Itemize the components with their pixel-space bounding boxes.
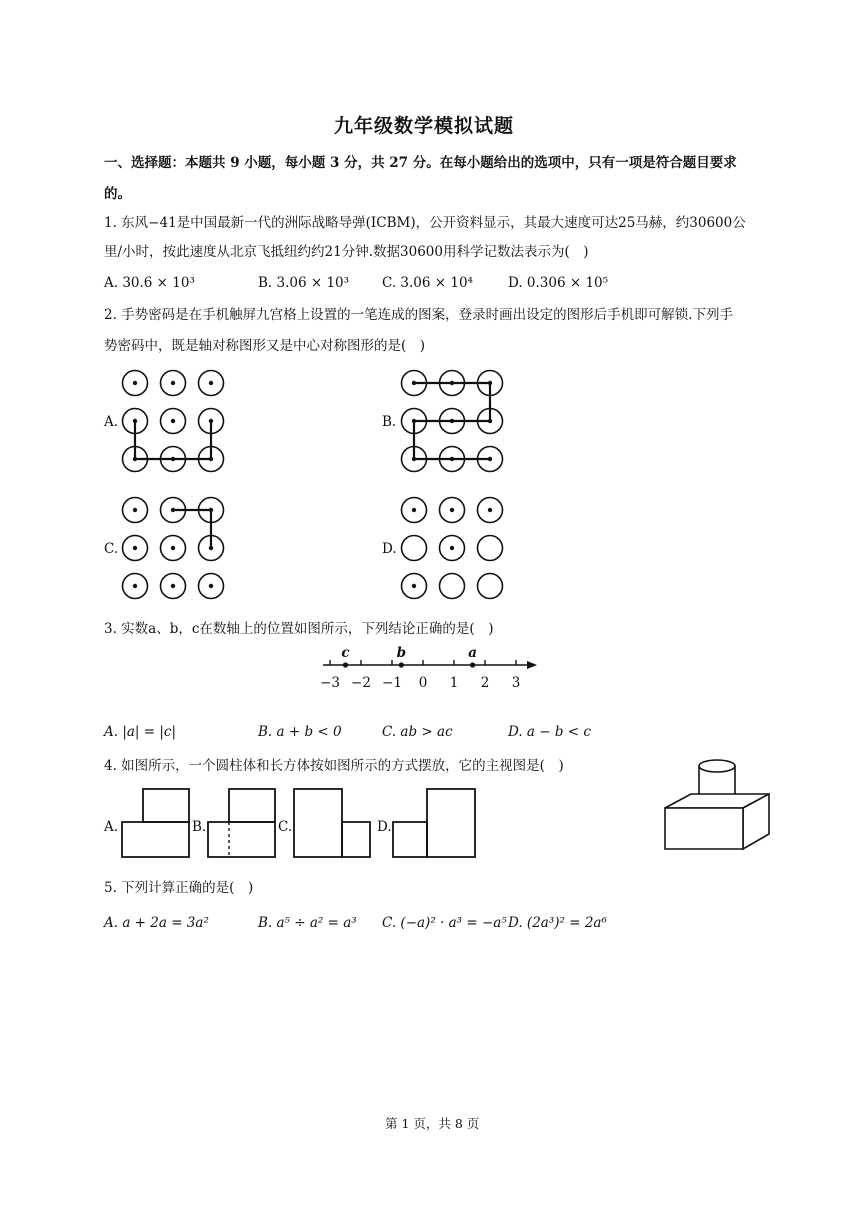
number-line-tick-label: 3	[511, 675, 521, 691]
q2-stem-line2: 势密码中，既是轴对称图形又是中心对称图形的是( )	[104, 338, 426, 354]
q5-option-c: C. (−a)² · a³ = −a⁵	[382, 915, 507, 931]
q3-stem: 3. 实数a、b，c在数轴上的位置如图所示，下列结论正确的是( )	[104, 621, 494, 637]
q3-option-d: D. a − b < c	[508, 724, 591, 740]
q5-option-d: D. (2a³)² = 2a⁶	[508, 915, 607, 931]
q3-option-c: C. ab > ac	[382, 724, 453, 740]
number-line	[315, 645, 545, 695]
q5-option-a: A. a + 2a = 3a²	[104, 915, 209, 931]
number-line-tick-label: 1	[449, 675, 459, 691]
number-line-tick-label: −1	[382, 675, 402, 691]
q2-label-b: B.	[382, 414, 397, 430]
number-line-point-b	[399, 662, 404, 667]
q1-option-a: A. 30.6 × 10³	[104, 275, 195, 291]
number-line-point-label-a: a	[468, 645, 477, 661]
page-footer: 第 1 页，共 8 页	[385, 1116, 480, 1131]
q4-label-d: D.	[377, 819, 392, 835]
number-line-point-c	[343, 662, 348, 667]
q4-view-c	[293, 787, 373, 859]
q3-option-a: A. |a| = |c|	[104, 724, 177, 740]
q4-stem: 4. 如图所示，一个圆柱体和长方体按如图所示的方式摆放，它的主视图是( )	[104, 758, 564, 774]
number-line-point-label-b: b	[396, 645, 407, 661]
q5-stem: 5. 下列计算正确的是( )	[104, 880, 254, 896]
q2-pattern-a	[118, 366, 228, 476]
q4-view-b	[207, 787, 277, 859]
number-line-point-a	[470, 662, 475, 667]
q2-pattern-d	[397, 493, 507, 603]
page-title: 九年级数学模拟试题	[334, 115, 515, 137]
q4-solid-figure	[663, 752, 771, 852]
q1-stem-line2: 里/小时，按此速度从北京飞抵纽约约21分钟.数据30600用科学记数法表示为( )	[104, 244, 589, 260]
q2-pattern-b	[397, 366, 507, 476]
section-heading-cont: 的。	[104, 186, 131, 202]
q2-label-d: D.	[382, 541, 397, 557]
number-line-tick-label: 2	[480, 675, 490, 691]
q3-option-b: B. a + b < 0	[258, 724, 342, 740]
q2-stem-line1: 2. 手势密码是在手机触屏九宫格上设置的一笔连成的图案，登录时画出设定的图形后手机即可解锁.下列手	[104, 307, 733, 323]
number-line-arrow	[527, 661, 537, 669]
q2-label-a: A.	[104, 414, 119, 430]
number-line-tick-label: −2	[351, 675, 371, 691]
q1-option-c: C. 3.06 × 10⁴	[382, 275, 473, 291]
q2-label-c: C.	[104, 541, 119, 557]
q5-option-b: B. a⁵ ÷ a² = a³	[258, 915, 357, 931]
q4-label-c: C.	[278, 819, 293, 835]
number-line-tick-label: −3	[320, 675, 340, 691]
q1-option-b: B. 3.06 × 10³	[258, 275, 350, 291]
number-line-point-label-c: c	[341, 645, 350, 661]
number-line-tick-label: 0	[418, 675, 428, 691]
q2-pattern-c	[118, 493, 228, 603]
q4-label-b: B.	[192, 819, 207, 835]
section-heading: 一、选择题：本题共 9 小题，每小题 3 分，共 27 分。在每小题给出的选项中，只有一项是符合题目要求	[104, 155, 737, 171]
q4-view-d	[392, 787, 477, 859]
q1-stem-line1: 1. 东风−41是中国最新一代的洲际战略导弹(ICBM)，公开资料显示，其最大速度可达25马赫，约30600公	[104, 215, 746, 231]
q1-option-d: D. 0.306 × 10⁵	[508, 275, 609, 291]
q4-view-a	[121, 787, 191, 859]
q4-label-a: A.	[104, 819, 119, 835]
